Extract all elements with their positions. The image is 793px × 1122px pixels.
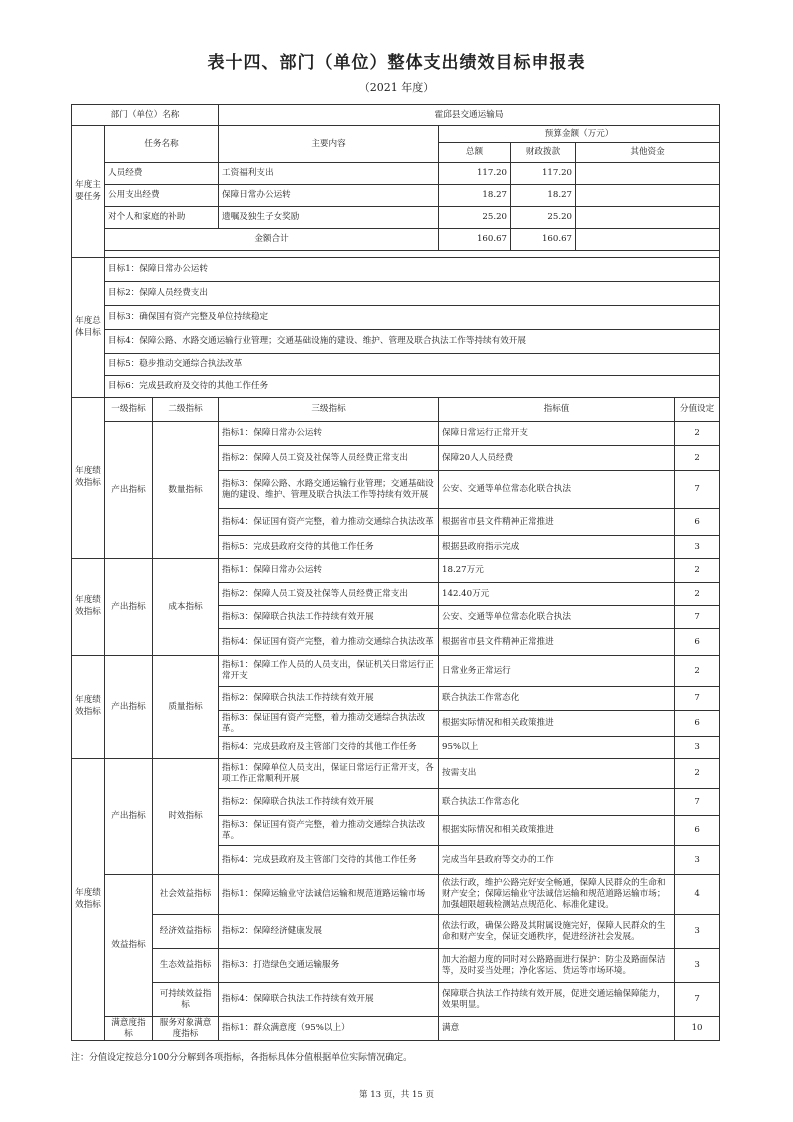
task-total: 18.27 [439, 185, 511, 207]
goal-row [72, 354, 720, 376]
indicator-score: 6 [675, 711, 720, 737]
head-score: 分值设定 [675, 398, 720, 422]
report-year: （2021 年度） [358, 81, 435, 94]
goal-item: 目标6：完成县政府及交待的其他工作任务 [105, 376, 720, 398]
indicator-score: 3 [675, 737, 720, 759]
quality-l1: 产出指标 [105, 656, 153, 759]
indicator-l3: 指标2：保障联合执法工作持续有效开展 [219, 789, 439, 816]
indicator-score: 7 [675, 983, 720, 1017]
indicator-l3: 指标1：保障工作人员的人员支出，保证机关日常运行正常开支 [219, 656, 439, 687]
indicator-value: 按需支出 [439, 759, 675, 789]
indicator-row [72, 875, 720, 915]
task-total: 117.20 [439, 163, 511, 185]
indicator-value: 保障20人人员经费 [439, 446, 675, 471]
indicator-l2: 可持续效益指标 [153, 983, 219, 1017]
indicator-score: 7 [675, 471, 720, 509]
indicator-value: 保障日常运行正常开支 [439, 422, 675, 446]
indicator-value: 95%以上 [439, 737, 675, 759]
quantity-l1: 产出指标 [105, 422, 153, 559]
indicator-score: 3 [675, 846, 720, 875]
footnote: 注：分值设定按总分100分分解到各项指标，各指标具体分值根据单位实际情况确定。 [71, 1053, 413, 1063]
indicator-l3: 指标2：保障经济健康发展 [219, 915, 439, 949]
indicator-row [72, 759, 720, 789]
indicator-row [72, 559, 720, 583]
indicator-score: 6 [675, 509, 720, 536]
indicator-score: 3 [675, 536, 720, 559]
goal-row [72, 376, 720, 398]
task-other [576, 185, 720, 207]
satisfaction-l1: 满意度指标 [105, 1017, 153, 1041]
indicators-section-label: 年度绩效指标 [72, 759, 105, 1041]
indicator-value: 联合执法工作常态化 [439, 789, 675, 816]
task-spacer [105, 251, 720, 258]
task-sum-other [576, 229, 720, 251]
indicator-l3: 指标1：保障单位人员支出，保证日常运行正常开支，各项工作正常顺利开展 [219, 759, 439, 789]
indicator-l3: 指标1：群众满意度（95%以上） [219, 1017, 439, 1041]
indicator-l3: 指标1：保障日常办公运转 [219, 422, 439, 446]
goal-item: 目标3：确保国有资产完整及单位持续稳定 [105, 306, 720, 330]
task-name: 公用支出经费 [105, 185, 219, 207]
indicators-section-label: 年度绩效指标 [72, 398, 105, 559]
goal-item: 目标4：保障公路、水路交通运输行业管理；交通基础设施的建设、维护、管理及联合执法工作等持续有效开展 [105, 330, 720, 354]
indicator-value: 日常业务正常运行 [439, 656, 675, 687]
task-col-name: 任务名称 [105, 126, 219, 163]
task-spacer-row [72, 251, 720, 258]
indicator-value: 公安、交通等单位常态化联合执法 [439, 471, 675, 509]
task-col-fiscal: 财政拨款 [511, 143, 576, 163]
indicator-row [72, 1017, 720, 1041]
indicator-value: 依法行政，维护公路完好安全畅通，保障人民群众的生命和财产安全；保障运输业守法诚信运输和规范道路运输市场；加强超限超载检测站点规范化、标准化建设。 [439, 875, 675, 915]
indicator-score: 2 [675, 759, 720, 789]
dept-value: 霍邱县交通运输局 [219, 105, 720, 126]
indicator-l3: 指标3：打造绿色交通运输服务 [219, 949, 439, 983]
indicator-value: 18.27万元 [439, 559, 675, 583]
task-sum-row [72, 229, 720, 251]
task-other [576, 163, 720, 185]
indicator-row [72, 915, 720, 949]
task-fiscal: 18.27 [511, 185, 576, 207]
task-content: 遗嘱及独生子女奖励 [219, 207, 439, 229]
indicator-value: 联合执法工作常态化 [439, 687, 675, 711]
indicator-l2: 社会效益指标 [153, 875, 219, 915]
head-value: 指标值 [439, 398, 675, 422]
indicator-value: 完成当年县政府等交办的工作 [439, 846, 675, 875]
goal-row [72, 282, 720, 306]
task-section-label: 年度主要任务 [72, 126, 105, 258]
page-number: 第 13 页，共 15 页 [359, 1090, 434, 1100]
goal-row [72, 258, 720, 282]
indicator-score: 6 [675, 629, 720, 656]
indicator-row [72, 656, 720, 687]
indicator-score: 2 [675, 559, 720, 583]
task-col-content: 主要内容 [219, 126, 439, 163]
indicators-section-label: 年度绩效指标 [72, 656, 105, 759]
indicator-value: 依法行政，确保公路及其附属设施完好，保障人民群众的生命和财产安全，保证交通秩序，促进经济社会发展。 [439, 915, 675, 949]
goal-row [72, 306, 720, 330]
head-l1: 一级指标 [105, 398, 153, 422]
indicator-l3: 指标2：保障人员工资及社保等人员经费正常支出 [219, 583, 439, 606]
indicator-value: 根据县政府指示完成 [439, 536, 675, 559]
indicator-row [72, 422, 720, 446]
task-row [72, 163, 720, 185]
indicator-score: 3 [675, 915, 720, 949]
page-title: 表十四、部门（单位）整体支出绩效目标申报表 [207, 53, 586, 73]
task-sum-total: 160.67 [439, 229, 511, 251]
dept-row [72, 105, 720, 126]
indicator-value: 根据省市县文件精神正常推进 [439, 509, 675, 536]
indicator-l3: 指标4：保证国有资产完整，着力推动交通综合执法改革 [219, 629, 439, 656]
indicator-score: 4 [675, 875, 720, 915]
indicator-value: 根据实际情况和相关政策推进 [439, 816, 675, 846]
indicator-l3: 指标1：保障日常办公运转 [219, 559, 439, 583]
indicator-l3: 指标1：保障运输业守法诚信运输和规范道路运输市场 [219, 875, 439, 915]
cost-l1: 产出指标 [105, 559, 153, 656]
indicator-l3: 指标4：保障联合执法工作持续有效开展 [219, 983, 439, 1017]
time-l1: 产出指标 [105, 759, 153, 875]
indicator-l3: 指标3：保证国有资产完整，着力推动交通综合执法改革。 [219, 711, 439, 737]
indicator-l3: 指标3：保障联合执法工作持续有效开展 [219, 606, 439, 629]
indicator-score: 2 [675, 583, 720, 606]
goal-item: 目标2：保障人员经费支出 [105, 282, 720, 306]
indicator-score: 2 [675, 656, 720, 687]
task-row [72, 185, 720, 207]
task-other [576, 207, 720, 229]
task-name: 对个人和家庭的补助 [105, 207, 219, 229]
indicator-score: 10 [675, 1017, 720, 1041]
indicator-l3: 指标2：保障人员工资及社保等人员经费正常支出 [219, 446, 439, 471]
head-l3: 三级指标 [219, 398, 439, 422]
indicator-score: 3 [675, 949, 720, 983]
task-row [72, 207, 720, 229]
task-sum-label: 金额合计 [105, 229, 439, 251]
indicator-score: 7 [675, 687, 720, 711]
benefit-l1: 效益指标 [105, 875, 153, 1017]
task-total: 25.20 [439, 207, 511, 229]
time-l2: 时效指标 [153, 759, 219, 875]
indicator-value: 满意 [439, 1017, 675, 1041]
task-col-budget: 预算金额（万元） [439, 126, 720, 143]
indicator-l3: 指标3：保证国有资产完整，着力推动交通综合执法改革。 [219, 816, 439, 846]
indicator-value: 公安、交通等单位常态化联合执法 [439, 606, 675, 629]
indicator-value: 根据省市县文件精神正常推进 [439, 629, 675, 656]
performance-table [71, 104, 720, 1041]
task-header-row [72, 126, 720, 143]
indicator-l3: 指标4：完成县政府及主管部门交待的其他工作任务 [219, 737, 439, 759]
task-fiscal: 117.20 [511, 163, 576, 185]
indicator-l3: 指标4：完成县政府及主管部门交待的其他工作任务 [219, 846, 439, 875]
indicator-l2: 生态效益指标 [153, 949, 219, 983]
satisfaction-l2: 服务对象满意度指标 [153, 1017, 219, 1041]
indicator-l3: 指标2：保障联合执法工作持续有效开展 [219, 687, 439, 711]
indicator-value: 142.40万元 [439, 583, 675, 606]
indicator-score: 6 [675, 816, 720, 846]
indicator-value: 根据实际情况和相关政策推进 [439, 711, 675, 737]
indicator-row [72, 983, 720, 1017]
goal-row [72, 330, 720, 354]
indicator-score: 7 [675, 606, 720, 629]
task-name: 人员经费 [105, 163, 219, 185]
indicator-l2: 经济效益指标 [153, 915, 219, 949]
indicator-row [72, 949, 720, 983]
indicator-l3: 指标4：保证国有资产完整，着力推动交通综合执法改革 [219, 509, 439, 536]
indicator-score: 2 [675, 422, 720, 446]
task-col-other: 其他资金 [576, 143, 720, 163]
goals-section-label: 年度总体目标 [72, 258, 105, 398]
indicator-l3: 指标5：完成县政府交待的其他工作任务 [219, 536, 439, 559]
indicators-section-label: 年度绩效指标 [72, 559, 105, 656]
task-col-total: 总额 [439, 143, 511, 163]
cost-l2: 成本指标 [153, 559, 219, 656]
task-fiscal: 25.20 [511, 207, 576, 229]
indicator-score: 2 [675, 446, 720, 471]
task-content: 工资福利支出 [219, 163, 439, 185]
indicator-value: 保障联合执法工作持续有效开展，促进交通运输保障能力，效果明显。 [439, 983, 675, 1017]
indicator-l3: 指标3：保障公路、水路交通运输行业管理；交通基础设施的建设、维护、管理及联合执法工作等持续有效开展 [219, 471, 439, 509]
task-sum-fiscal: 160.67 [511, 229, 576, 251]
dept-label: 部门（单位）名称 [72, 105, 219, 126]
indicator-score: 7 [675, 789, 720, 816]
quantity-l2: 数量指标 [153, 422, 219, 559]
indicator-value: 加大治超力度的同时对公路路面进行保护：防尘及路面保洁等，及时妥当处理；净化客运、货运等市场环境。 [439, 949, 675, 983]
quality-l2: 质量指标 [153, 656, 219, 759]
indicator-header-row [72, 398, 720, 422]
task-content: 保障日常办公运转 [219, 185, 439, 207]
goal-item: 目标1：保障日常办公运转 [105, 258, 720, 282]
head-l2: 二级指标 [153, 398, 219, 422]
goal-item: 目标5：稳步推动交通综合执法改革 [105, 354, 720, 376]
